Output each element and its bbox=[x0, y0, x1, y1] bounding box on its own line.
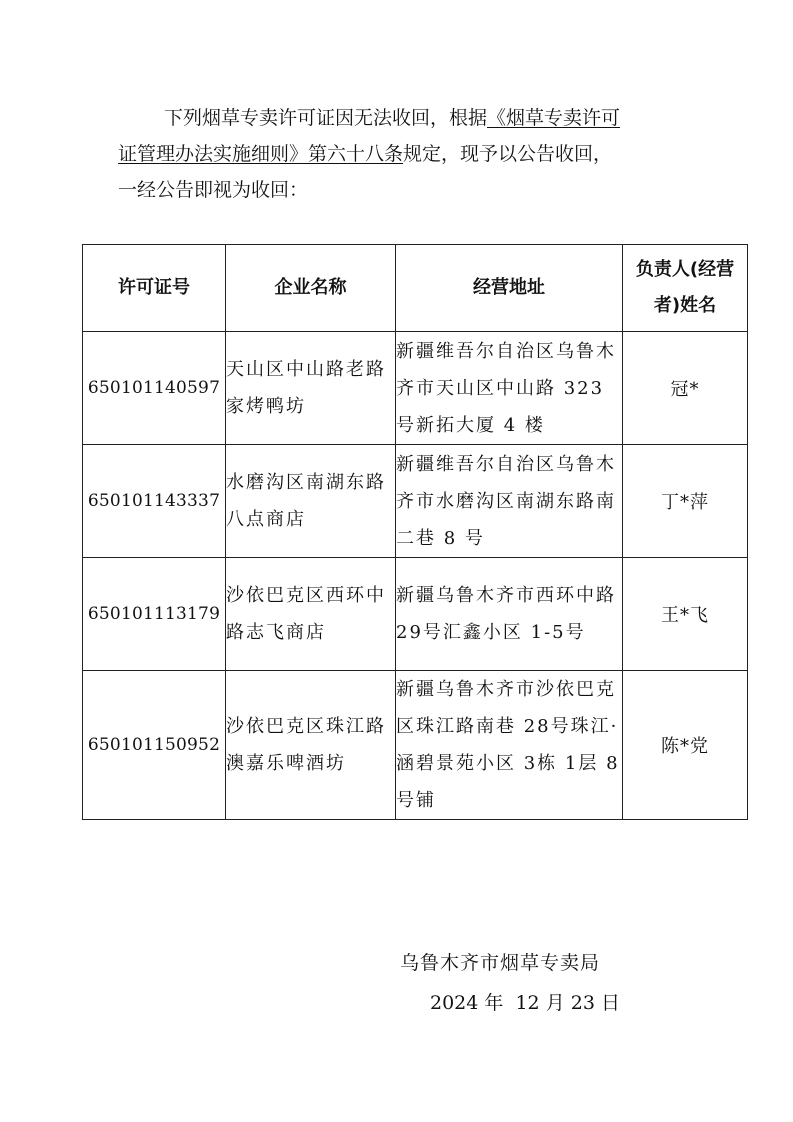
license-number: 650101150952 bbox=[83, 671, 226, 820]
table-header-row bbox=[83, 245, 748, 332]
license-number: 650101113179 bbox=[83, 558, 226, 671]
regulation-reference-part-2: 证管理办法实施细则》第六十八条 bbox=[118, 143, 404, 165]
enterprise-name: 沙依巴克区珠江路澳嘉乐啤酒坊 bbox=[226, 671, 396, 820]
business-address: 新疆维吾尔自治区乌鲁木齐市天山区中山路 323 号新拓大厦 4 楼 bbox=[396, 332, 623, 445]
responsible-person: 王*飞 bbox=[623, 558, 748, 671]
intro-line-2-text: 规定，现予以公告收回， bbox=[403, 143, 613, 165]
business-address: 新疆乌鲁木齐市沙依巴克区珠江路南巷 28号珠江·涵碧景苑小区 3栋 1层 8号铺 bbox=[396, 671, 623, 820]
enterprise-name: 天山区中山路老路家烤鸭坊 bbox=[226, 332, 396, 445]
header-license-number: 许可证号 bbox=[83, 245, 226, 332]
intro-line-2 bbox=[118, 136, 678, 172]
revoked-licenses-table bbox=[82, 244, 748, 820]
business-address: 新疆乌鲁木齐市西环中路29号汇鑫小区 1-5号 bbox=[396, 558, 623, 671]
responsible-person: 冠* bbox=[623, 332, 748, 445]
header-business-address: 经营地址 bbox=[396, 245, 623, 332]
table-row bbox=[83, 332, 748, 445]
issuing-authority: 乌鲁木齐市烟草专卖局 bbox=[400, 952, 601, 974]
table-row bbox=[83, 558, 748, 671]
intro-line-1-text: 下列烟草专卖许可证因无法收回，根据 bbox=[164, 107, 488, 129]
table-row bbox=[83, 445, 748, 558]
header-enterprise-name: 企业名称 bbox=[226, 245, 396, 332]
issue-date: 2024 年 12 月 23 日 bbox=[430, 992, 620, 1014]
license-number: 650101140597 bbox=[83, 332, 226, 445]
business-address: 新疆维吾尔自治区乌鲁木齐市水磨沟区南湖东路南二巷 8 号 bbox=[396, 445, 623, 558]
table-row bbox=[83, 671, 748, 820]
intro-paragraph bbox=[118, 100, 678, 208]
license-number: 650101143337 bbox=[83, 445, 226, 558]
responsible-person: 陈*党 bbox=[623, 671, 748, 820]
regulation-reference-part-1: 《烟草专卖许可 bbox=[487, 107, 621, 129]
responsible-person: 丁*萍 bbox=[623, 445, 748, 558]
enterprise-name: 水磨沟区南湖东路八点商店 bbox=[226, 445, 396, 558]
intro-line-1 bbox=[118, 100, 678, 136]
enterprise-name: 沙依巴克区西环中路志飞商店 bbox=[226, 558, 396, 671]
header-responsible-person: 负责人(经营者)姓名 bbox=[623, 245, 748, 332]
intro-line-3: 一经公告即视为收回： bbox=[118, 179, 309, 201]
